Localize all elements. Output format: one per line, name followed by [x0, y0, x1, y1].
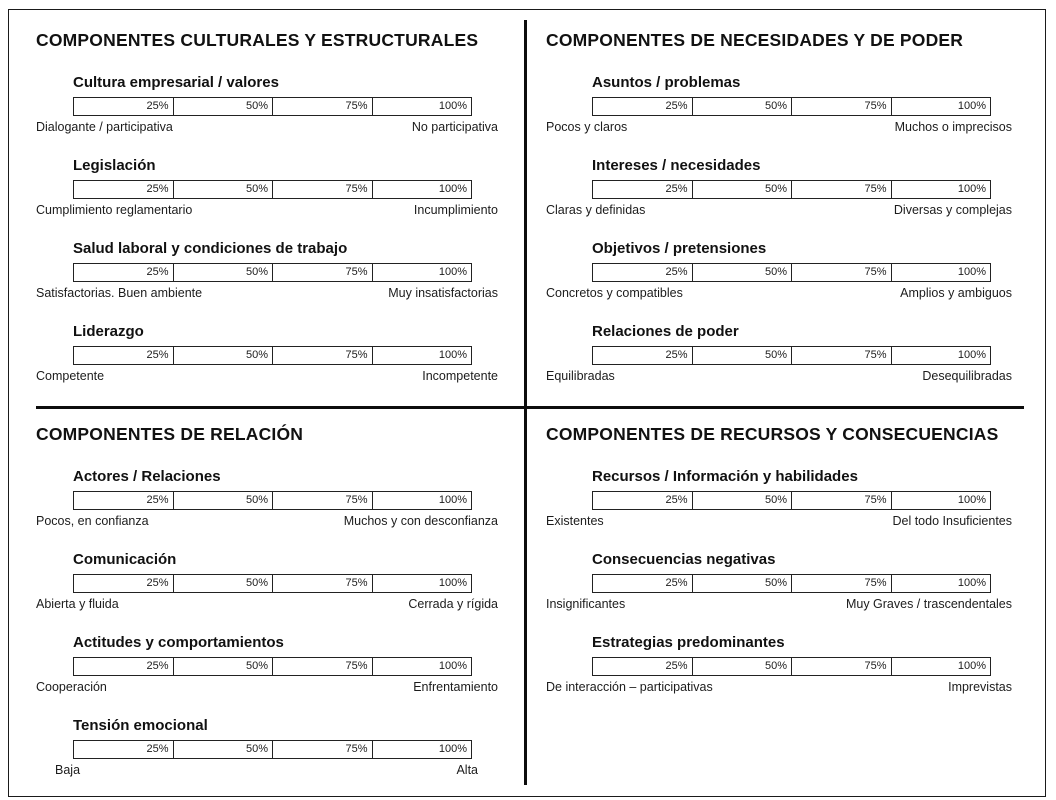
scale-cell-75: 75% — [792, 492, 892, 509]
scale-cell-25: 25% — [593, 492, 693, 509]
quadrant-relacion — [36, 424, 498, 800]
scale-cell-75: 75% — [792, 658, 892, 675]
scale-row-legislacion — [36, 157, 498, 218]
row-heading: Cultura empresarial / valores — [73, 74, 279, 91]
scale-cell-25: 25% — [593, 658, 693, 675]
scale-bar — [73, 180, 472, 199]
scale-bar — [73, 346, 472, 365]
row-heading: Relaciones de poder — [592, 323, 739, 340]
scale-cell-100: 100% — [957, 183, 986, 195]
anchor-labels — [36, 680, 498, 695]
scale-cell-75: 75% — [792, 181, 892, 198]
anchor-labels — [546, 203, 1012, 218]
section-title: COMPONENTES CULTURALES Y ESTRUCTURALES — [36, 30, 479, 50]
anchor-labels — [546, 597, 1012, 612]
scale-row-estrategias — [546, 634, 1012, 695]
anchor-right: Muy insatisfactorias — [388, 286, 498, 300]
scale-row-actitudes — [36, 634, 498, 695]
scale-row-relaciones-poder — [546, 323, 1012, 384]
anchor-right: Cerrada y rígida — [408, 597, 498, 611]
scale-row-salud-laboral — [36, 240, 498, 301]
scale-cell-75: 75% — [273, 347, 373, 364]
anchor-right: Incompetente — [422, 369, 498, 383]
section-title: COMPONENTES DE NECESIDADES Y DE PODER — [546, 30, 964, 50]
scale-cell-25: 25% — [593, 181, 693, 198]
scale-row-recursos — [546, 468, 1012, 529]
scale-bar — [592, 491, 991, 510]
scale-row-asuntos — [546, 74, 1012, 135]
scale-cell-100: 100% — [957, 494, 986, 506]
scale-cell-100: 100% — [957, 100, 986, 112]
scale-cell-50: 50% — [693, 492, 793, 509]
anchor-left: Competente — [36, 369, 105, 383]
anchor-labels — [36, 763, 498, 778]
scale-cell-25: 25% — [74, 98, 174, 115]
anchor-labels — [36, 286, 498, 301]
scale-cell-100: 100% — [438, 266, 467, 278]
anchor-left: De interacción – participativas — [546, 680, 713, 694]
scale-cell-25: 25% — [593, 575, 693, 592]
row-heading: Tensión emocional — [73, 717, 208, 734]
scale-cell-75: 75% — [273, 181, 373, 198]
row-heading: Consecuencias negativas — [592, 551, 776, 568]
scale-bar — [73, 491, 472, 510]
scale-cell-100: 100% — [438, 494, 467, 506]
anchor-left: Baja — [55, 763, 81, 777]
scale-cell-25: 25% — [74, 658, 174, 675]
scale-cell-100: 100% — [957, 266, 986, 278]
anchor-labels — [36, 203, 498, 218]
scale-cell-100: 100% — [438, 100, 467, 112]
scale-cell-50: 50% — [693, 347, 793, 364]
anchor-right: Desequilibradas — [922, 369, 1012, 383]
scale-cell-100: 100% — [957, 349, 986, 361]
anchor-labels — [36, 120, 498, 135]
anchor-labels — [546, 120, 1012, 135]
scale-cell-50: 50% — [174, 181, 274, 198]
anchor-right: Muchos o imprecisos — [894, 120, 1012, 134]
anchor-right: Del todo Insuficientes — [892, 514, 1012, 528]
row-heading: Estrategias predominantes — [592, 634, 785, 651]
scale-cell-50: 50% — [693, 658, 793, 675]
scale-bar — [73, 263, 472, 282]
scale-bar — [592, 180, 991, 199]
scale-cell-75: 75% — [792, 347, 892, 364]
anchor-left: Pocos y claros — [546, 120, 628, 134]
anchor-left: Claras y definidas — [546, 203, 646, 217]
scale-row-tension-emocional — [36, 717, 498, 778]
scale-cell-50: 50% — [174, 98, 274, 115]
anchor-left: Cooperación — [36, 680, 107, 694]
scale-cell-75: 75% — [273, 741, 373, 758]
row-heading: Recursos / Información y habilidades — [592, 468, 858, 485]
anchor-left: Concretos y compatibles — [546, 286, 683, 300]
scale-cell-25: 25% — [74, 492, 174, 509]
scale-cell-75: 75% — [273, 98, 373, 115]
scale-cell-25: 25% — [74, 181, 174, 198]
quadrant-culturales-estructurales — [36, 30, 498, 406]
scale-cell-75: 75% — [792, 98, 892, 115]
scale-bar — [73, 97, 472, 116]
anchor-left: Cumplimiento reglamentario — [36, 203, 193, 217]
scale-bar — [73, 657, 472, 676]
scale-bar — [592, 657, 991, 676]
scale-cell-75: 75% — [792, 264, 892, 281]
scale-cell-50: 50% — [174, 492, 274, 509]
anchor-right: Muchos y con desconfianza — [343, 514, 498, 528]
anchor-labels — [546, 369, 1012, 384]
scale-cell-100: 100% — [438, 660, 467, 672]
scale-cell-50: 50% — [174, 347, 274, 364]
section-title: COMPONENTES DE RECURSOS Y CONSECUENCIAS — [546, 424, 999, 444]
scale-cell-100: 100% — [957, 577, 986, 589]
anchor-labels — [546, 514, 1012, 529]
anchor-labels — [546, 680, 1012, 695]
scale-row-comunicacion — [36, 551, 498, 612]
scale-cell-25: 25% — [593, 264, 693, 281]
row-heading: Comunicación — [73, 551, 177, 568]
scale-bar — [73, 574, 472, 593]
scale-bar — [73, 740, 472, 759]
scale-cell-100: 100% — [438, 183, 467, 195]
anchor-labels — [36, 369, 498, 384]
anchor-right: Muy Graves / trascendentales — [845, 597, 1012, 611]
quadrant-necesidades-poder — [546, 30, 1012, 406]
scale-row-cultura-empresarial — [36, 74, 498, 135]
scale-cell-75: 75% — [273, 264, 373, 281]
row-heading: Legislación — [73, 157, 156, 174]
row-heading: Objetivos / pretensiones — [592, 240, 767, 257]
row-heading: Liderazgo — [73, 323, 144, 340]
anchor-right: Amplios y ambiguos — [900, 286, 1012, 300]
scale-bar — [592, 263, 991, 282]
horizontal-divider — [36, 406, 1024, 409]
scale-row-liderazgo — [36, 323, 498, 384]
scale-cell-25: 25% — [593, 98, 693, 115]
scale-cell-25: 25% — [593, 347, 693, 364]
scale-cell-50: 50% — [174, 575, 274, 592]
scale-cell-50: 50% — [174, 658, 274, 675]
scale-cell-25: 25% — [74, 347, 174, 364]
section-title: COMPONENTES DE RELACIÓN — [36, 424, 304, 444]
anchor-labels — [36, 597, 498, 612]
scale-cell-100: 100% — [957, 660, 986, 672]
anchor-left: Pocos, en confianza — [36, 514, 149, 528]
vertical-divider — [524, 20, 527, 785]
row-heading: Actitudes y comportamientos — [73, 634, 284, 651]
scale-cell-25: 25% — [74, 575, 174, 592]
anchor-right: Diversas y complejas — [893, 203, 1012, 217]
scale-row-consecuencias — [546, 551, 1012, 612]
anchor-labels — [36, 514, 498, 529]
scale-cell-100: 100% — [438, 577, 467, 589]
scale-cell-50: 50% — [174, 264, 274, 281]
anchor-left: Dialogante / participativa — [36, 120, 173, 134]
scale-cell-75: 75% — [792, 575, 892, 592]
scale-row-objetivos — [546, 240, 1012, 301]
anchor-left: Existentes — [546, 514, 604, 528]
anchor-left: Equilibradas — [546, 369, 615, 383]
row-heading: Actores / Relaciones — [73, 468, 221, 485]
anchor-right: No participativa — [411, 120, 498, 134]
scale-cell-50: 50% — [693, 181, 793, 198]
quadrant-recursos-consecuencias — [546, 424, 1012, 717]
scale-cell-75: 75% — [273, 658, 373, 675]
anchor-right: Alta — [456, 763, 478, 777]
row-heading: Salud laboral y condiciones de trabajo — [73, 240, 348, 257]
scale-cell-75: 75% — [273, 575, 373, 592]
scale-cell-25: 25% — [74, 264, 174, 281]
scale-cell-50: 50% — [693, 264, 793, 281]
anchor-right: Incumplimiento — [413, 203, 498, 217]
scale-cell-50: 50% — [693, 98, 793, 115]
scale-bar — [592, 574, 991, 593]
scale-cell-25: 25% — [74, 741, 174, 758]
anchor-right: Imprevistas — [948, 680, 1012, 694]
anchor-right: Enfrentamiento — [413, 680, 498, 694]
row-heading: Asuntos / problemas — [592, 74, 741, 91]
row-heading: Intereses / necesidades — [592, 157, 761, 174]
anchor-left: Insignificantes — [546, 597, 626, 611]
scale-bar — [592, 97, 991, 116]
scale-cell-50: 50% — [693, 575, 793, 592]
scale-cell-50: 50% — [174, 741, 274, 758]
scale-row-intereses — [546, 157, 1012, 218]
anchor-labels — [546, 286, 1012, 301]
scale-row-actores — [36, 468, 498, 529]
anchor-left: Satisfactorias. Buen ambiente — [36, 286, 203, 300]
scale-bar — [592, 346, 991, 365]
scale-cell-75: 75% — [273, 492, 373, 509]
anchor-left: Abierta y fluida — [36, 597, 119, 611]
scale-cell-100: 100% — [438, 743, 467, 755]
scale-cell-100: 100% — [438, 349, 467, 361]
